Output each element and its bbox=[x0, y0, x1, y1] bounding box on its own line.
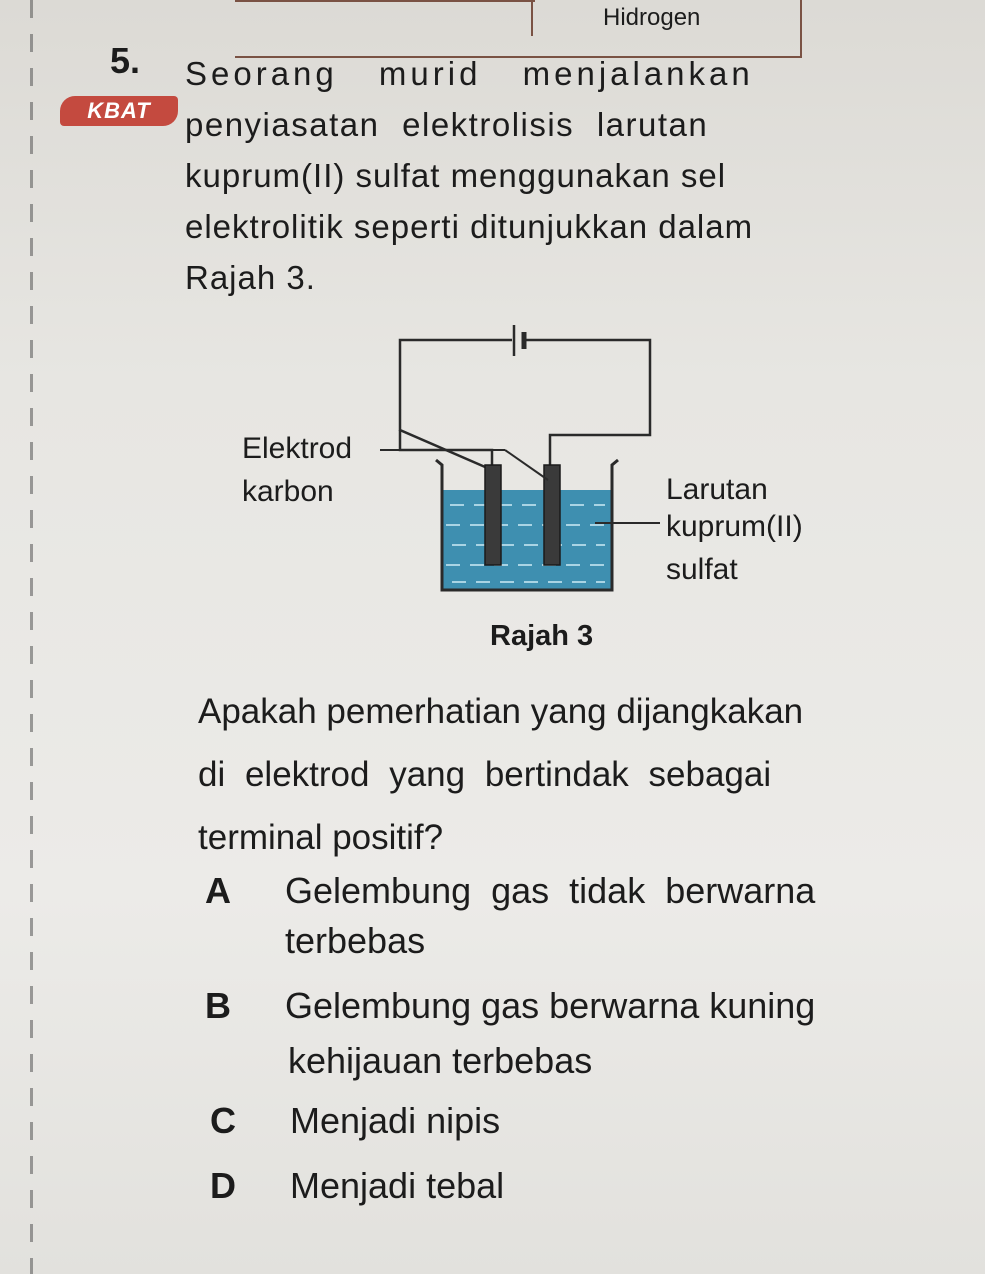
prompt-line-1: Apakah pemerhatian yang dijangkakan bbox=[198, 692, 804, 731]
pointer-electrode-2 bbox=[505, 450, 548, 480]
label-sulfat: sulfat bbox=[666, 553, 738, 586]
circuit-wire-right bbox=[526, 340, 650, 470]
option-b-text-1: Gelembung gas berwarna kuning bbox=[285, 985, 816, 1026]
option-d-text: Menjadi tebal bbox=[290, 1165, 505, 1206]
option-b-continued bbox=[288, 1040, 592, 1082]
stem-line-3: kuprum(II) sulfat menggunakan sel bbox=[185, 157, 727, 194]
label-elektrod: Elektrod bbox=[242, 432, 353, 465]
electrolysis-diagram bbox=[230, 320, 830, 600]
stem-line-4: elektrolitik seperti ditunjukkan dalam bbox=[185, 208, 754, 245]
option-d-key: D bbox=[210, 1165, 236, 1206]
option-a-key: A bbox=[205, 870, 231, 911]
option-b-key: B bbox=[205, 985, 231, 1026]
stem-line-1: Seorang murid menjalankan bbox=[185, 55, 754, 92]
stem-line-5: Rajah 3. bbox=[185, 259, 316, 296]
table-cell-hidrogen: Hidrogen bbox=[603, 4, 701, 31]
margin-dashed-line bbox=[30, 0, 33, 1274]
question-number: 5. bbox=[110, 40, 141, 81]
label-karbon: karbon bbox=[242, 475, 334, 508]
label-larutan: Larutan bbox=[666, 473, 768, 506]
kbat-badge: KBAT bbox=[60, 96, 178, 126]
question-stem bbox=[185, 48, 825, 303]
option-a-text-1: Gelembung gas tidak berwarna bbox=[285, 870, 816, 911]
prompt-line-3: terminal positif? bbox=[198, 818, 444, 857]
option-a-text-2: terbebas bbox=[285, 920, 426, 961]
option-b-text-2: kehijauan terbebas bbox=[288, 1040, 593, 1081]
figure-caption: Rajah 3 bbox=[490, 620, 594, 652]
label-kuprum: kuprum(II) bbox=[666, 510, 803, 543]
option-c-text: Menjadi nipis bbox=[290, 1100, 501, 1141]
left-carbon-electrode bbox=[485, 465, 501, 565]
prompt-line-2: di elektrod yang bertindak sebagai bbox=[198, 755, 772, 794]
option-d[interactable] bbox=[210, 1165, 504, 1207]
option-c[interactable] bbox=[210, 1100, 500, 1142]
table-divider bbox=[531, 0, 533, 36]
option-a[interactable] bbox=[205, 870, 815, 912]
option-c-key: C bbox=[210, 1100, 236, 1141]
question-prompt bbox=[198, 680, 918, 869]
option-a-continued bbox=[285, 920, 425, 962]
table-line bbox=[235, 0, 535, 2]
stem-line-2: penyiasatan elektrolisis larutan bbox=[185, 106, 709, 143]
option-b[interactable] bbox=[205, 985, 815, 1027]
